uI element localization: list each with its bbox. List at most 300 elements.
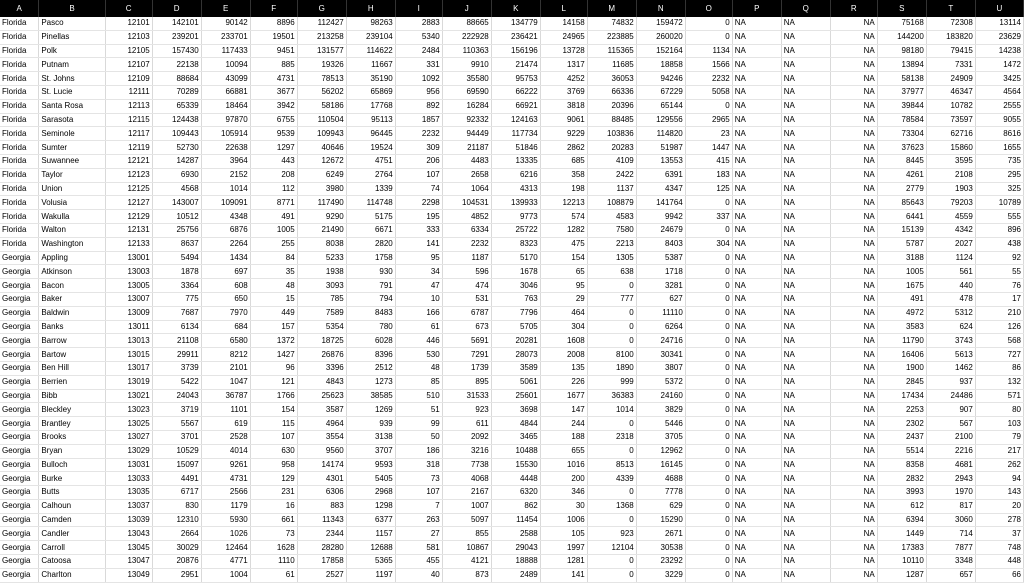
cell[interactable]: 141764 [636,196,685,210]
cell[interactable]: NA [781,361,830,375]
cell[interactable]: 627 [636,292,685,306]
cell[interactable]: 55 [975,265,1023,279]
cell[interactable]: 124438 [152,113,201,127]
cell[interactable]: 23292 [636,555,685,569]
cell[interactable]: 31533 [442,389,491,403]
cell[interactable]: 555 [975,210,1023,224]
cell[interactable]: 3677 [250,85,297,99]
cell[interactable]: 156196 [491,44,540,58]
cell[interactable]: 8445 [877,154,926,168]
cell[interactable]: 62716 [926,127,975,141]
cell[interactable]: 3554 [297,430,346,444]
cell[interactable]: 9290 [297,210,346,224]
cell[interactable]: 35190 [346,72,395,86]
cell[interactable]: NA [781,430,830,444]
cell[interactable]: NA [732,444,781,458]
cell[interactable]: 6306 [297,486,346,500]
cell[interactable]: 449 [250,306,297,320]
cell[interactable]: 1014 [587,403,636,417]
cell[interactable]: 198 [540,182,587,196]
cell[interactable]: 7 [395,499,442,513]
cell[interactable]: 4564 [975,85,1023,99]
cell[interactable]: 66 [975,568,1023,582]
cell[interactable]: NA [781,417,830,431]
cell[interactable]: 785 [297,292,346,306]
cell[interactable]: 92 [975,251,1023,265]
cell[interactable]: 13017 [105,361,152,375]
cell[interactable]: 73 [395,472,442,486]
cell[interactable]: Florida [0,223,39,237]
cell[interactable]: 873 [442,568,491,582]
cell[interactable]: 25623 [297,389,346,403]
cell[interactable]: 12107 [105,58,152,72]
cell[interactable]: 129556 [636,113,685,127]
cell[interactable]: NA [732,113,781,127]
cell[interactable]: 794 [346,292,395,306]
cell[interactable]: 415 [685,154,732,168]
cell[interactable]: 3743 [926,334,975,348]
cell[interactable]: 24716 [636,334,685,348]
cell[interactable]: 103836 [587,127,636,141]
cell[interactable]: 2167 [442,486,491,500]
cell[interactable]: Georgia [0,499,39,513]
cell[interactable]: 12125 [105,182,152,196]
cell[interactable]: 3705 [636,430,685,444]
cell[interactable]: 10488 [491,444,540,458]
cell[interactable]: Santa Rosa [39,99,105,113]
cell[interactable]: NA [781,499,830,513]
column-header-t[interactable]: T [926,0,975,17]
column-header-m[interactable]: M [587,0,636,17]
cell[interactable]: 79 [975,430,1023,444]
cell[interactable]: Catoosa [39,555,105,569]
cell[interactable]: 154 [540,251,587,265]
cell[interactable]: 36053 [587,72,636,86]
cell[interactable]: 862 [491,499,540,513]
cell[interactable]: 304 [540,320,587,334]
cell[interactable]: Berrien [39,375,105,389]
cell[interactable]: 85 [395,375,442,389]
cell[interactable]: 21490 [297,223,346,237]
cell[interactable]: 99 [395,417,442,431]
cell[interactable]: 13045 [105,541,152,555]
cell[interactable]: 147 [540,403,587,417]
cell[interactable]: 4301 [297,472,346,486]
cell[interactable]: 159472 [636,17,685,30]
cell[interactable]: 6930 [152,168,201,182]
cell[interactable]: 6394 [877,513,926,527]
cell[interactable]: 15860 [926,141,975,155]
cell[interactable]: 2264 [201,237,250,251]
cell[interactable]: 157430 [152,44,201,58]
cell[interactable]: NA [781,527,830,541]
cell[interactable]: 13553 [636,154,685,168]
cell[interactable]: 17858 [297,555,346,569]
cell[interactable]: 65144 [636,99,685,113]
cell[interactable]: NA [781,472,830,486]
cell[interactable]: 9229 [540,127,587,141]
cell[interactable]: 1938 [297,265,346,279]
cell[interactable]: NA [830,375,877,389]
cell[interactable]: 6028 [346,334,395,348]
cell[interactable]: 12213 [540,196,587,210]
cell[interactable]: 0 [587,417,636,431]
cell[interactable]: 47 [395,279,442,293]
cell[interactable]: 6334 [442,223,491,237]
cell[interactable]: 13035 [105,486,152,500]
cell[interactable]: 1878 [152,265,201,279]
cell[interactable]: 142101 [152,17,201,30]
cell[interactable]: 1678 [491,265,540,279]
cell[interactable]: 36787 [201,389,250,403]
cell[interactable]: 213258 [297,30,346,44]
cell[interactable]: Appling [39,251,105,265]
cell[interactable]: 73304 [877,127,926,141]
cell[interactable]: NA [830,486,877,500]
cell[interactable]: NA [732,417,781,431]
cell[interactable]: 1014 [201,182,250,196]
cell[interactable]: 3993 [877,486,926,500]
cell[interactable]: 12104 [587,541,636,555]
cell[interactable]: NA [732,430,781,444]
cell[interactable]: 6264 [636,320,685,334]
cell[interactable]: 131577 [297,44,346,58]
cell[interactable]: 661 [250,513,297,527]
cell[interactable]: 90142 [201,17,250,30]
cell[interactable]: Florida [0,141,39,155]
cell[interactable]: 114748 [346,196,395,210]
cell[interactable]: 166 [395,306,442,320]
cell[interactable]: 3589 [491,361,540,375]
cell[interactable]: 11343 [297,513,346,527]
column-header-d[interactable]: D [152,0,201,17]
cell[interactable]: NA [830,251,877,265]
cell[interactable]: NA [732,127,781,141]
cell[interactable]: Pinellas [39,30,105,44]
cell[interactable]: 30538 [636,541,685,555]
cell[interactable]: 1628 [250,541,297,555]
cell[interactable]: 10 [395,292,442,306]
cell[interactable]: 56202 [297,85,346,99]
cell[interactable]: 895 [442,375,491,389]
cell[interactable]: NA [830,472,877,486]
cell[interactable]: NA [732,458,781,472]
cell[interactable]: 20396 [587,99,636,113]
cell[interactable]: 22638 [201,141,250,155]
cell[interactable]: 9910 [442,58,491,72]
cell[interactable]: 1101 [201,403,250,417]
cell[interactable]: 4681 [926,458,975,472]
cell[interactable]: 115365 [587,44,636,58]
cell[interactable]: 10512 [152,210,201,224]
cell[interactable]: 222928 [442,30,491,44]
cell[interactable]: 21474 [491,58,540,72]
cell[interactable]: 0 [685,389,732,403]
cell[interactable]: NA [830,306,877,320]
cell[interactable]: 531 [442,292,491,306]
cell[interactable]: 2658 [442,168,491,182]
cell[interactable]: 95 [395,251,442,265]
cell[interactable]: 0 [685,334,732,348]
cell[interactable]: 19524 [346,141,395,155]
cell[interactable]: 80 [975,403,1023,417]
cell[interactable]: 14287 [152,154,201,168]
cell[interactable]: 51987 [636,141,685,155]
cell[interactable]: 6391 [636,168,685,182]
cell[interactable]: 98263 [346,17,395,30]
cell[interactable]: Florida [0,17,39,30]
cell[interactable]: 2298 [395,196,442,210]
cell[interactable]: 58186 [297,99,346,113]
cell[interactable]: 20281 [491,334,540,348]
cell[interactable]: 208 [250,168,297,182]
cell[interactable]: 0 [685,30,732,44]
cell[interactable]: 200 [540,472,587,486]
cell[interactable]: 714 [926,527,975,541]
cell[interactable]: 0 [587,306,636,320]
cell[interactable]: 727 [975,348,1023,362]
cell[interactable]: NA [830,58,877,72]
cell[interactable]: 2232 [442,237,491,251]
cell[interactable]: 12105 [105,44,152,58]
cell[interactable]: 29043 [491,541,540,555]
cell[interactable]: 9061 [540,113,587,127]
cell[interactable]: 318 [395,458,442,472]
cell[interactable]: Georgia [0,361,39,375]
cell[interactable]: 1427 [250,348,297,362]
cell[interactable]: NA [781,196,830,210]
cell[interactable]: 65 [540,265,587,279]
cell[interactable]: Florida [0,113,39,127]
cell[interactable]: 183 [685,168,732,182]
cell[interactable]: 8100 [587,348,636,362]
cell[interactable]: 3707 [346,444,395,458]
cell[interactable]: 0 [685,348,732,362]
cell[interactable]: NA [830,334,877,348]
cell[interactable]: 777 [587,292,636,306]
cell[interactable]: 4068 [442,472,491,486]
cell[interactable]: 97870 [201,113,250,127]
cell[interactable]: 5446 [636,417,685,431]
cell[interactable]: 61 [395,320,442,334]
cell[interactable]: 16145 [636,458,685,472]
cell[interactable]: 28280 [297,541,346,555]
cell[interactable]: NA [830,72,877,86]
cell[interactable]: 152164 [636,44,685,58]
cell[interactable]: 629 [636,499,685,513]
cell[interactable]: 3807 [636,361,685,375]
cell[interactable]: 448 [975,555,1023,569]
cell[interactable]: 830 [152,499,201,513]
cell[interactable]: 195 [395,210,442,224]
cell[interactable]: 96 [250,361,297,375]
cell[interactable]: 4347 [636,182,685,196]
cell[interactable]: 611 [442,417,491,431]
cell[interactable]: 5494 [152,251,201,265]
cell[interactable]: 0 [587,444,636,458]
cell[interactable]: NA [781,458,830,472]
cell[interactable]: 96445 [346,127,395,141]
cell[interactable]: 478 [926,292,975,306]
cell[interactable]: 5170 [491,251,540,265]
cell[interactable]: 20283 [587,141,636,155]
cell[interactable]: 6377 [346,513,395,527]
cell[interactable]: NA [830,196,877,210]
cell[interactable]: Georgia [0,444,39,458]
cell[interactable]: 20876 [152,555,201,569]
cell[interactable]: 4348 [201,210,250,224]
cell[interactable]: 1124 [926,251,975,265]
cell[interactable]: 67229 [636,85,685,99]
cell[interactable]: 13013 [105,334,152,348]
column-header-p[interactable]: P [732,0,781,17]
cell[interactable]: NA [830,361,877,375]
cell[interactable]: NA [830,279,877,293]
cell[interactable]: NA [830,17,877,30]
cell[interactable]: 10094 [201,58,250,72]
cell[interactable]: 13894 [877,58,926,72]
cell[interactable]: 748 [975,541,1023,555]
cell[interactable]: 12131 [105,223,152,237]
cell[interactable]: NA [781,127,830,141]
cell[interactable]: Volusia [39,196,105,210]
cell[interactable]: 8038 [297,237,346,251]
cell[interactable]: NA [830,499,877,513]
cell[interactable]: Florida [0,127,39,141]
cell[interactable]: 9261 [201,458,250,472]
cell[interactable]: 612 [877,499,926,513]
cell[interactable]: 125 [685,182,732,196]
cell[interactable]: 624 [926,320,975,334]
cell[interactable]: 69590 [442,85,491,99]
cell[interactable]: 10782 [926,99,975,113]
cell[interactable]: 6876 [201,223,250,237]
cell[interactable]: NA [732,196,781,210]
cell[interactable]: 15530 [491,458,540,472]
cell[interactable]: NA [732,30,781,44]
cell[interactable]: 2101 [201,361,250,375]
column-header-r[interactable]: R [830,0,877,17]
cell[interactable]: 17 [975,292,1023,306]
cell[interactable]: 1269 [346,403,395,417]
cell[interactable]: 438 [975,237,1023,251]
cell[interactable]: 10529 [152,444,201,458]
cell[interactable]: 25722 [491,223,540,237]
cell[interactable]: 231 [250,486,297,500]
cell[interactable]: NA [781,210,830,224]
cell[interactable]: 186 [395,444,442,458]
cell[interactable]: NA [781,568,830,582]
cell[interactable]: 2092 [442,430,491,444]
cell[interactable]: 1287 [877,568,926,582]
cell[interactable]: 79203 [926,196,975,210]
cell[interactable]: Camden [39,513,105,527]
cell[interactable]: 763 [491,292,540,306]
cell[interactable]: 0 [587,568,636,582]
cell[interactable]: 1372 [250,334,297,348]
cell[interactable]: 7778 [636,486,685,500]
cell[interactable]: 46347 [926,85,975,99]
cell[interactable]: 12688 [346,541,395,555]
cell[interactable]: 8896 [250,17,297,30]
cell[interactable]: 13001 [105,251,152,265]
cell[interactable]: 74 [395,182,442,196]
cell[interactable]: 3465 [491,430,540,444]
cell[interactable]: NA [830,210,877,224]
cell[interactable]: 0 [587,555,636,569]
cell[interactable]: NA [830,85,877,99]
cell[interactable]: Georgia [0,389,39,403]
cell[interactable]: 3060 [926,513,975,527]
cell[interactable]: 3701 [152,430,201,444]
cell[interactable]: NA [732,141,781,155]
cell[interactable]: NA [732,568,781,582]
cell[interactable]: 13005 [105,279,152,293]
cell[interactable]: 0 [685,375,732,389]
cell[interactable]: 3138 [346,430,395,444]
cell[interactable]: NA [732,348,781,362]
cell[interactable]: NA [830,348,877,362]
cell[interactable]: Georgia [0,513,39,527]
cell[interactable]: 24486 [926,389,975,403]
cell[interactable]: 1903 [926,182,975,196]
cell[interactable]: 110504 [297,113,346,127]
cell[interactable]: 15290 [636,513,685,527]
cell[interactable]: 5514 [877,444,926,458]
cell[interactable]: 1110 [250,555,297,569]
cell[interactable]: 66921 [491,99,540,113]
cell[interactable]: 2344 [297,527,346,541]
cell[interactable]: 126 [975,320,1023,334]
cell[interactable]: NA [830,389,877,403]
cell[interactable]: 255 [250,237,297,251]
cell[interactable]: 183820 [926,30,975,44]
cell[interactable]: 0 [685,320,732,334]
cell[interactable]: 105914 [201,127,250,141]
cell[interactable]: NA [781,279,830,293]
cell[interactable]: 114820 [636,127,685,141]
cell[interactable]: NA [781,30,830,44]
cell[interactable]: 188 [540,430,587,444]
cell[interactable]: 21187 [442,141,491,155]
cell[interactable]: 65339 [152,99,201,113]
cell[interactable]: 13015 [105,348,152,362]
cell[interactable]: 107 [395,168,442,182]
cell[interactable]: 65869 [346,85,395,99]
cell[interactable]: Georgia [0,403,39,417]
cell[interactable]: Florida [0,99,39,113]
cell[interactable]: Brantley [39,417,105,431]
cell[interactable]: 6787 [442,306,491,320]
cell[interactable]: NA [830,458,877,472]
cell[interactable]: NA [732,182,781,196]
cell[interactable]: 13037 [105,499,152,513]
cell[interactable]: NA [732,237,781,251]
cell[interactable]: 630 [250,444,297,458]
cell[interactable]: NA [830,513,877,527]
cell[interactable]: 8771 [250,196,297,210]
column-header-e[interactable]: E [201,0,250,17]
cell[interactable]: Atkinson [39,265,105,279]
cell[interactable]: 13728 [540,44,587,58]
cell[interactable]: 5787 [877,237,926,251]
cell[interactable]: 581 [395,541,442,555]
cell[interactable]: 491 [250,210,297,224]
cell[interactable]: Barrow [39,334,105,348]
cell[interactable]: 325 [975,182,1023,196]
cell[interactable]: 5175 [346,210,395,224]
cell[interactable]: 2253 [877,403,926,417]
